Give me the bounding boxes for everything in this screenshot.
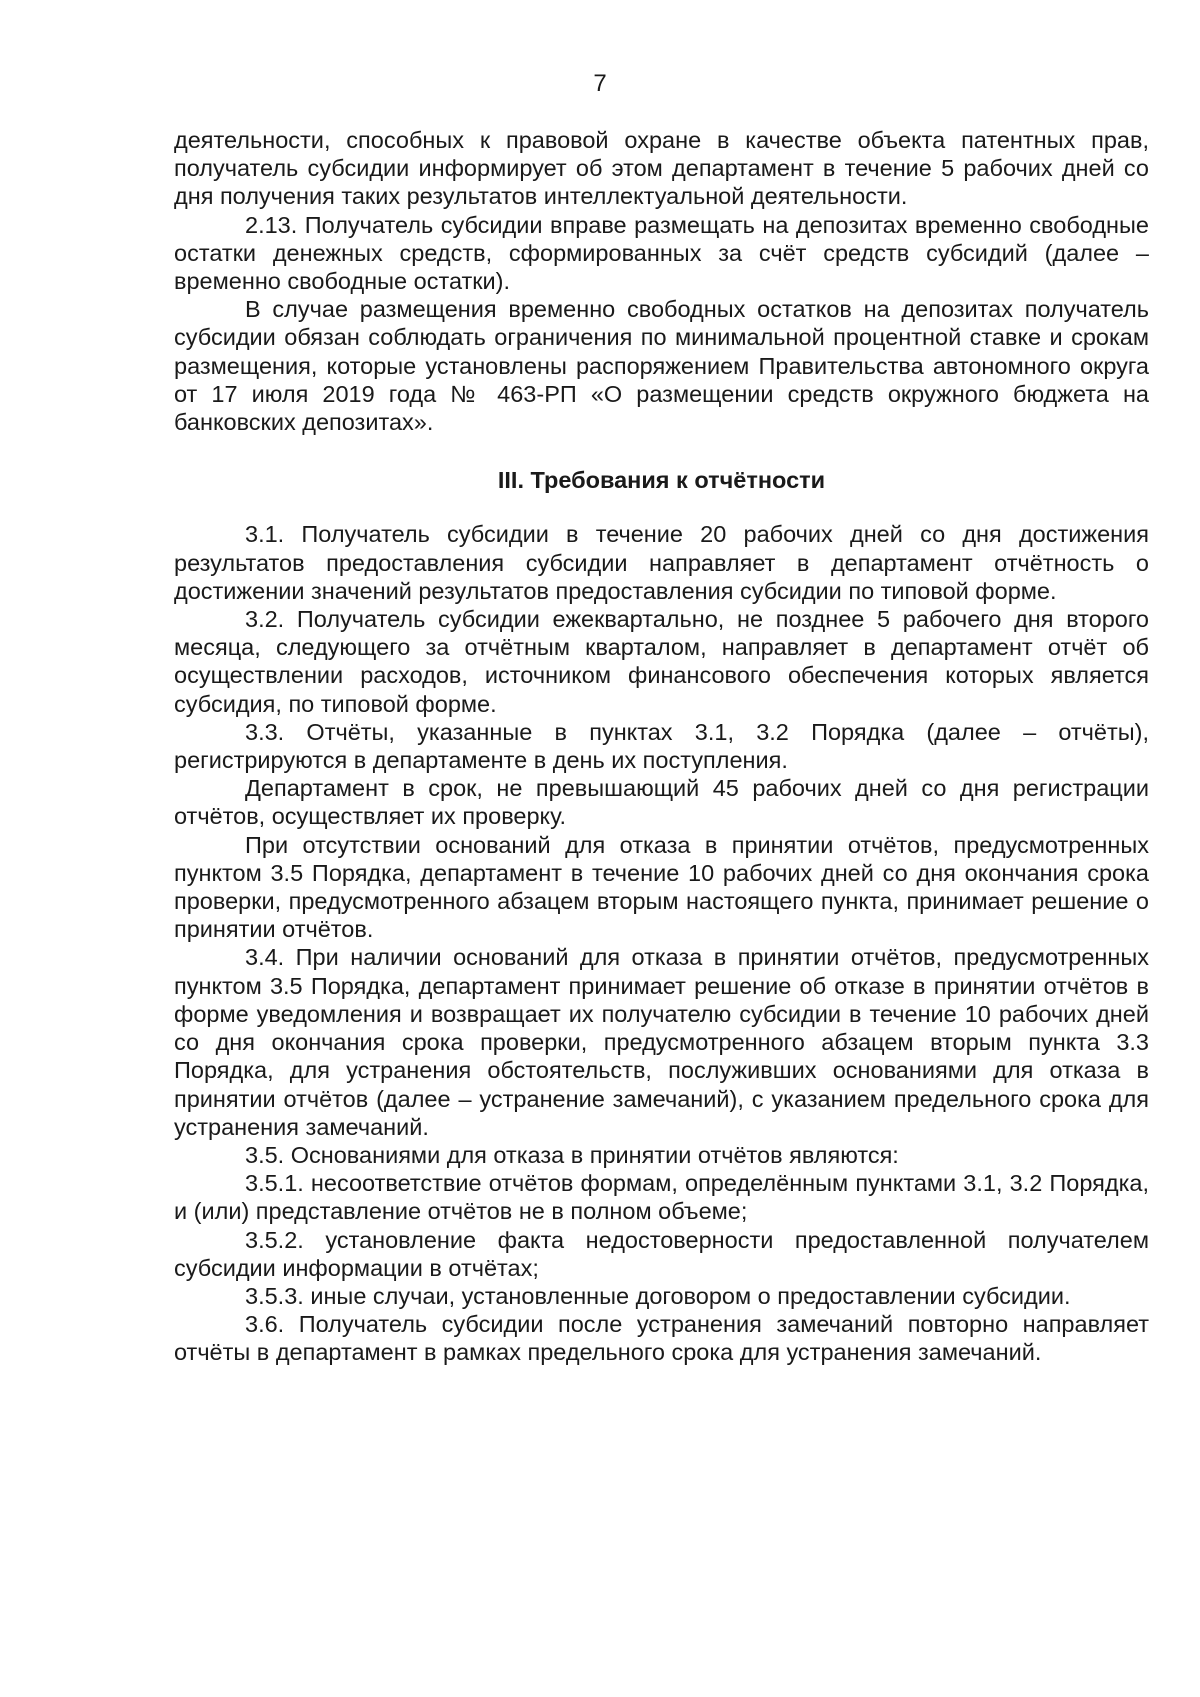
- paragraph: 2.13. Получатель субсидии вправе размещать на депозитах временно свободные остатки денежных средств, сформированных за счёт средств субсидий (далее – временно свободные остатки).: [174, 211, 1149, 295]
- section-heading: III. Требования к отчётности: [497, 467, 826, 494]
- paragraph: Департамент в срок, не превышающий 45 рабочих дней со дня регистрации отчётов, осуществляет их проверку.: [174, 775, 1149, 830]
- paragraph: При отсутствии оснований для отказа в принятии отчётов, предусмотренных пунктом 3.5 Порядка, департамент в течение 10 рабочих дней со дня окончания срока проверки, предусмотренного абзацем вторым настоящего пункта, принимает решение о принятии отчётов.: [174, 831, 1149, 943]
- paragraph: В случае размещения временно свободных остатков на депозитах получатель субсидии обязан соблюдать ограничения по минимальной процентной ставке и срокам размещения, которые установлены распоряжением Правительства автономного округа от 17 июля 2019 года № 463-РП «О размещении средств окружного бюджета на банковских депозитах».: [174, 296, 1149, 436]
- paragraph: 3.6. Получатель субсидии после устранения замечаний повторно направляет отчёты в департамент в рамках предельного срока для устранения замечаний.: [174, 1311, 1149, 1366]
- paragraph: 3.5. Основаниями для отказа в принятии отчётов являются:: [245, 1141, 899, 1168]
- paragraph: деятельности, способных к правовой охране в качестве объекта патентных прав, получатель субсидии информирует об этом департамент в течение 5 рабочих дней со дня получения таких результатов интеллектуальной деятельности.: [174, 127, 1149, 210]
- paragraph: 3.5.1. несоответствие отчётов формам, определённым пунктами 3.1, 3.2 Порядка, и (или) представление отчётов не в полном объеме;: [174, 1170, 1149, 1225]
- paragraph: 3.4. При наличии оснований для отказа в принятии отчётов, предусмотренных пунктом 3.5 Порядка, департамент принимает решение об отказе в принятии отчётов в форме уведомления и возвращает их получателю субсидии в течение 10 рабочих дней со дня окончания срока проверки, предусмотренного абзацем вторым пункта 3.3 Порядка, для устранения обстоятельств, послуживших основаниями для отказа в принятии отчётов (далее – устранение замечаний), с указанием предельного срока для устранения замечаний.: [174, 944, 1149, 1140]
- paragraph: 3.1. Получатель субсидии в течение 20 рабочих дней со дня достижения результатов предоставления субсидии направляет в департамент отчётность о достижении значений результатов предоставления субсидии по типовой форме.: [174, 521, 1149, 604]
- paragraph: 3.5.2. установление факта недостоверности предоставленной получателем субсидии информации в отчётах;: [174, 1226, 1149, 1281]
- paragraph: 3.2. Получатель субсидии ежеквартально, не позднее 5 рабочего дня второго месяца, следующего за отчётным кварталом, направляет в департамент отчёт об осуществлении расходов, источником финансового обеспечения которых является субсидия, по типовой форме.: [174, 606, 1149, 717]
- paragraph: 3.5.3. иные случаи, установленные договором о предоставлении субсидии.: [245, 1282, 1071, 1309]
- paragraph: 3.3. Отчёты, указанные в пунктах 3.1, 3.2 Порядка (далее – отчёты), регистрируются в департаменте в день их поступления.: [174, 718, 1149, 774]
- document-body: [174, 126, 1149, 1367]
- page-number: 7: [593, 70, 607, 97]
